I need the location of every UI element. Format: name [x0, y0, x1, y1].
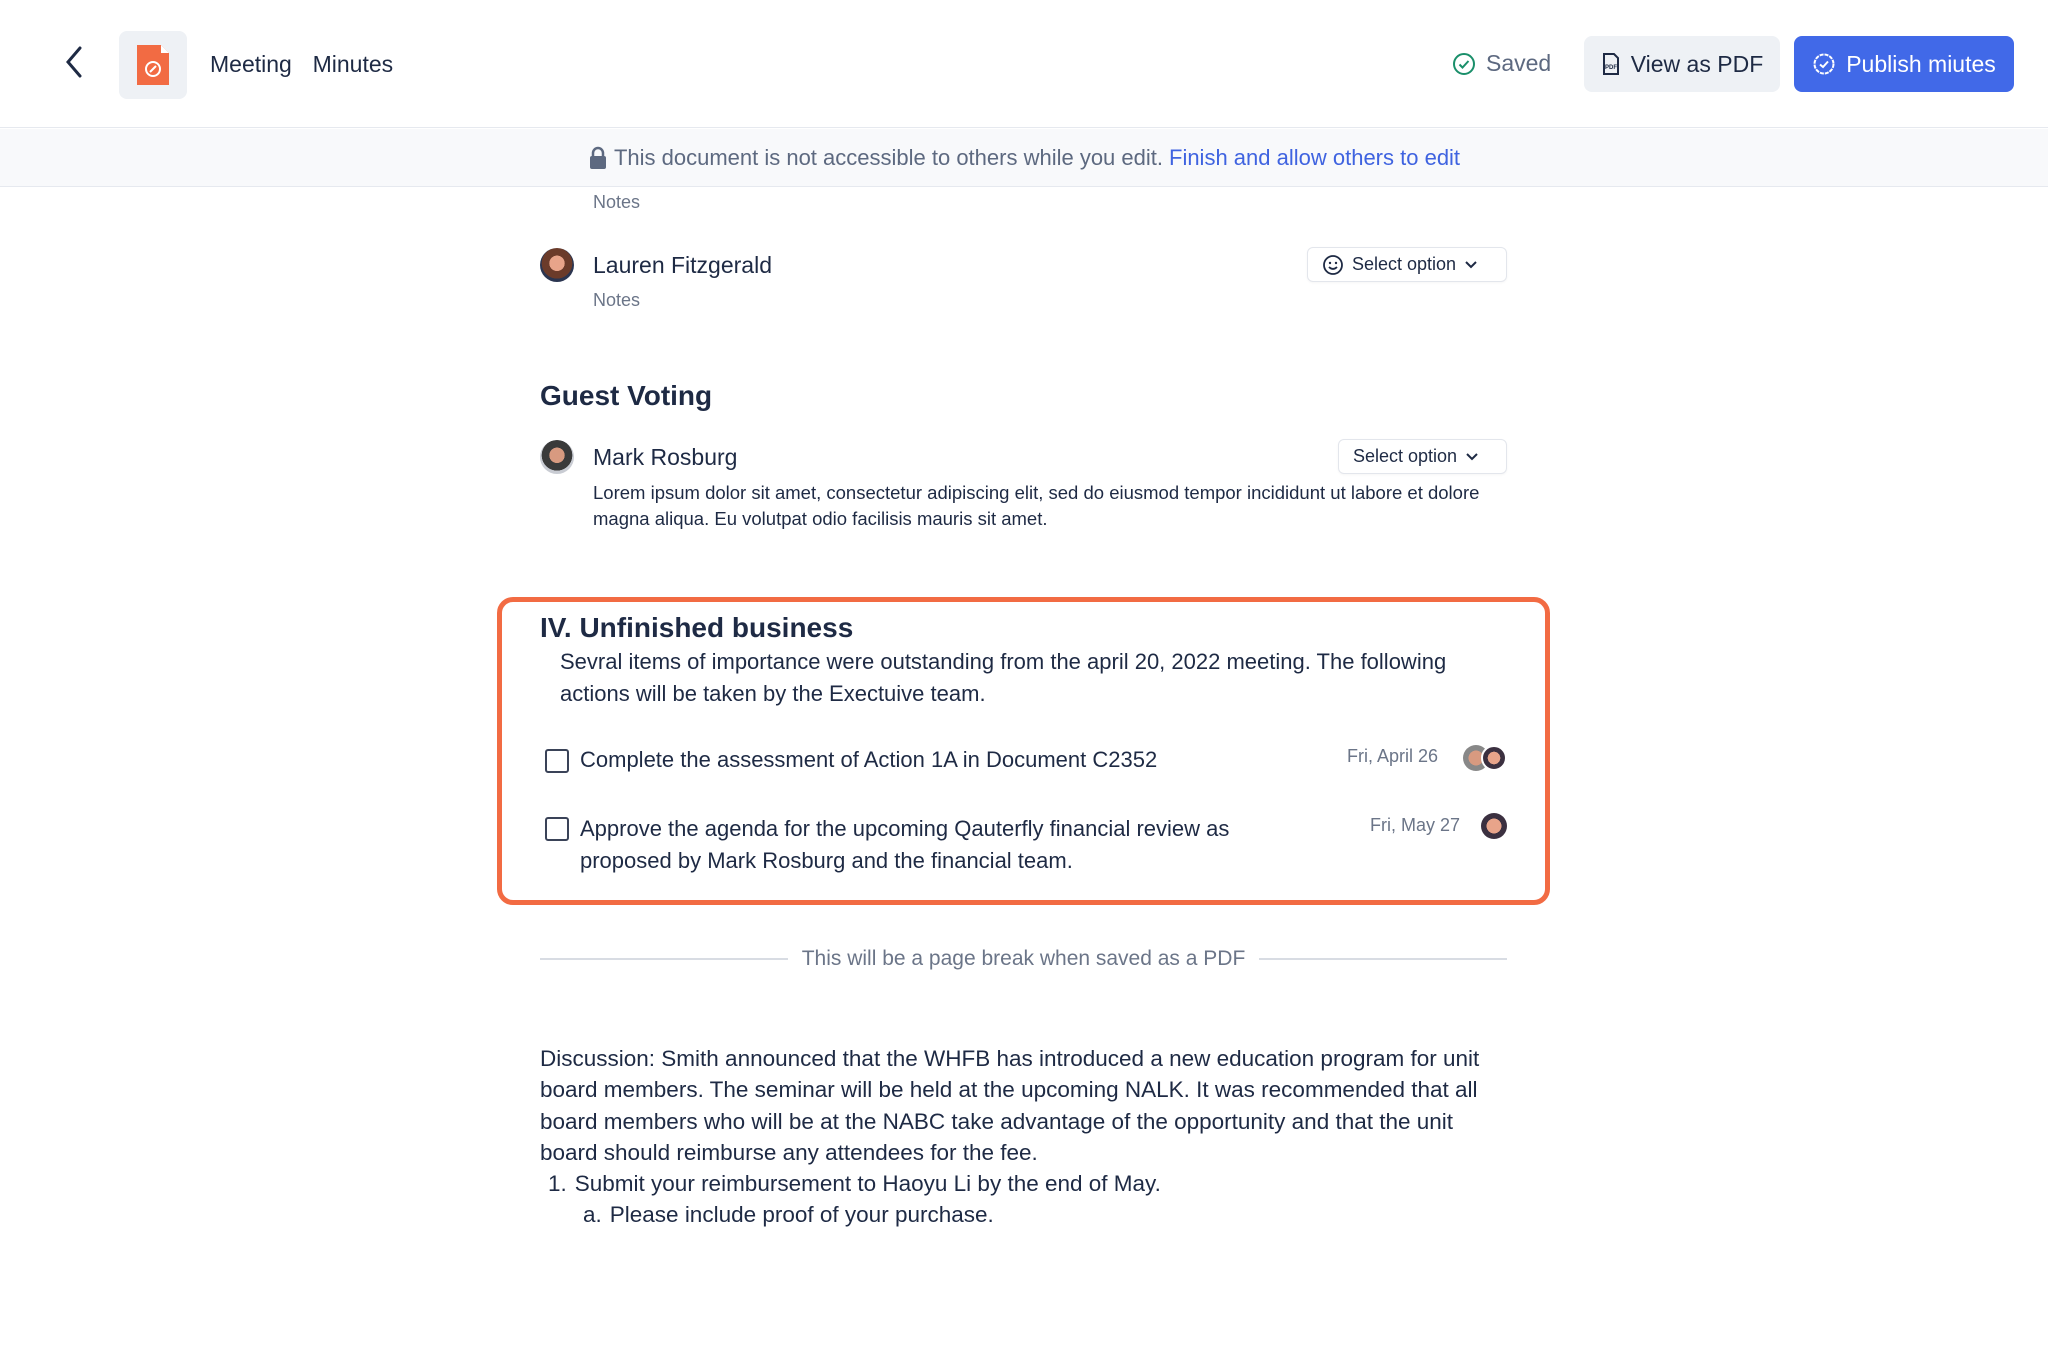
chevron-down-icon [1465, 452, 1479, 462]
avatar [540, 248, 574, 282]
avatar [540, 440, 574, 474]
guest-name: Mark Rosburg [593, 444, 738, 470]
divider-line [1259, 958, 1507, 960]
publish-minutes-label: Publish miutes [1846, 50, 1996, 77]
list-item [540, 1168, 1510, 1199]
assignee-avatar [1481, 813, 1507, 839]
guest-comment: Lorem ipsum dolor sit amet, consectetur adipiscing elit, sed do eiusmod tempor incididunt ut labore et dolore magna aliqua. Eu volutpat odio facilisis mauris sit amet. [593, 482, 1480, 529]
notes-label: Notes [593, 192, 641, 212]
svg-text:PDF: PDF [1604, 65, 1617, 71]
list-subitem [540, 1199, 1510, 1230]
list-subitem-text: Please include proof of your purchase. [609, 1202, 994, 1228]
select-label: Select option [1353, 446, 1458, 466]
section-heading: IV. Unfinished business [540, 612, 854, 643]
guest-voting-heading: Guest Voting [540, 380, 713, 411]
smiley-icon [1322, 254, 1344, 276]
publish-minutes-button[interactable] [1794, 36, 2014, 92]
list-item-text: Submit your reimbursement to Haoyu Li by the end of May. [574, 1171, 1161, 1197]
check-circle-icon [1452, 52, 1476, 76]
task-checkbox[interactable] [545, 817, 569, 841]
guest-vote-select[interactable] [1338, 439, 1507, 474]
discussion-block [540, 1043, 1510, 1231]
document-icon [119, 31, 187, 99]
section-paragraph: Sevral items of importance were outstanding from the april 20, 2022 meeting. The following actions will be taken by the Exectuive team. [560, 649, 1447, 706]
saved-status [1452, 50, 1551, 77]
task-text: Complete the assessment of Action 1A in Document C2352 [580, 747, 1158, 772]
saved-label: Saved [1486, 50, 1552, 76]
task-due-date: Fri, April 26 [1346, 746, 1438, 766]
vote-select[interactable] [1307, 247, 1507, 282]
page-break-label: This will be a page break when saved as a PDF [801, 947, 1246, 970]
view-as-pdf-label: View as PDF [1630, 50, 1764, 77]
list-letter: a. [583, 1202, 602, 1228]
page-break-divider [540, 947, 1507, 971]
task-text: Approve the agenda for the upcoming Qauterfly financial review as proposed by Mark Rosburg and the financial team. [580, 816, 1230, 873]
member-notes: Notes [593, 290, 641, 310]
finish-editing-link[interactable]: Finish and allow others to edit [1169, 144, 1461, 170]
pdf-file-icon [1601, 52, 1621, 76]
divider-line [540, 958, 788, 960]
assignee-avatar [1481, 745, 1507, 771]
edit-lock-banner [0, 129, 2048, 187]
task-due-date: Fri, May 27 [1369, 815, 1460, 835]
chevron-down-icon [1464, 260, 1478, 270]
lock-icon [588, 146, 608, 170]
discussion-text: Discussion: Smith announced that the WHFB has introduced a new education program for unit board members. The seminar will be held at the upcoming NALK. It was recommended that all board members who will be at the NABC take advantage of the opportunity and that the unit board should reimburse any attendees for the fee. [540, 1046, 1480, 1165]
list-number: 1. [548, 1171, 567, 1197]
member-name: Lauren Fitzgerald [593, 252, 772, 278]
task-checkbox[interactable] [545, 749, 569, 773]
document-title: Meeting Minutes [210, 51, 394, 77]
back-chevron-icon[interactable] [60, 44, 90, 80]
view-as-pdf-button[interactable] [1584, 36, 1780, 92]
select-label: Select option [1352, 254, 1457, 274]
banner-text: This document is not accessible to others while you edit. [613, 144, 1163, 170]
verified-badge-icon [1812, 52, 1836, 76]
